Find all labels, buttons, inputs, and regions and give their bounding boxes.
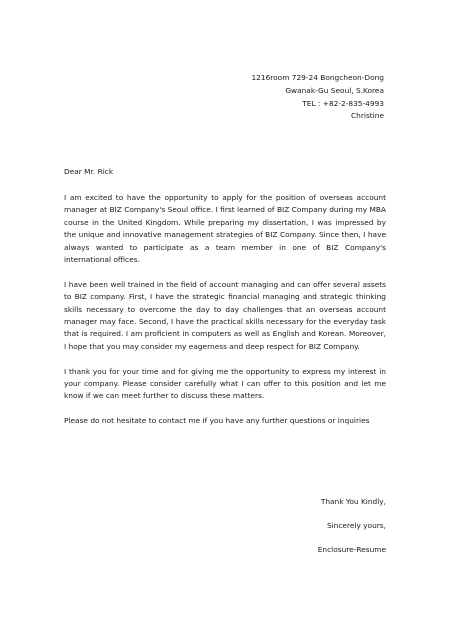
sender-phone: TEL : +82-2-835-4993 (302, 98, 384, 108)
sender-name: Christine (351, 111, 384, 121)
letter-body (64, 192, 386, 440)
letter-greeting: Dear Mr. Rick (64, 167, 114, 176)
letter-paragraph-1: I am excited to have the opportunity to apply for the position of overseas account manager at BIZ Company's Seoul office. I first learned of BIZ Company during my MBA course in the United Kingdom. While preparing my dissertation, I was impressed by the unique and innovative management strategies of BIZ Company. Since then, I have always wanted to participate as a team member in one of BIZ Company's international offices. (64, 193, 386, 265)
letter-paragraph-3: I thank you for your time and for giving me the opportunity to express my interest in your company. Please consider carefully what I can offer to this position and let me know if we can meet further to discuss these matters. (64, 366, 386, 401)
letter-paragraph-2: I have been well trained in the field of account managing and can offer several assets to BIZ company. First, I have the strategic financial managing and strategic thinking skills necessary to overcome the day to day challenges that an overseas account manager may face. Second, I have the practical skills necessary for the everyday task that is required. I am proficient in computers as well as English and Korean. Moreover, I hope that you may consider my eagerness and deep respect for BIZ Company. (64, 279, 386, 351)
sender-address-line2: Gwanak-Gu Seoul, S.Korea (285, 85, 384, 95)
closing-enclosure: Enclosure-Resume (317, 545, 386, 554)
sender-address-line1: 1216room 729-24 Bongcheon-Dong (251, 73, 384, 82)
sender-block (251, 72, 384, 123)
letter-paragraph-4: Please do not hesitate to contact me if you have any further questions or inquiries (64, 416, 370, 426)
closing-signoff: Sincerely yours, (326, 521, 386, 530)
closing-thanks: Thank You Kindly, (320, 497, 386, 506)
closing-block (318, 496, 386, 568)
